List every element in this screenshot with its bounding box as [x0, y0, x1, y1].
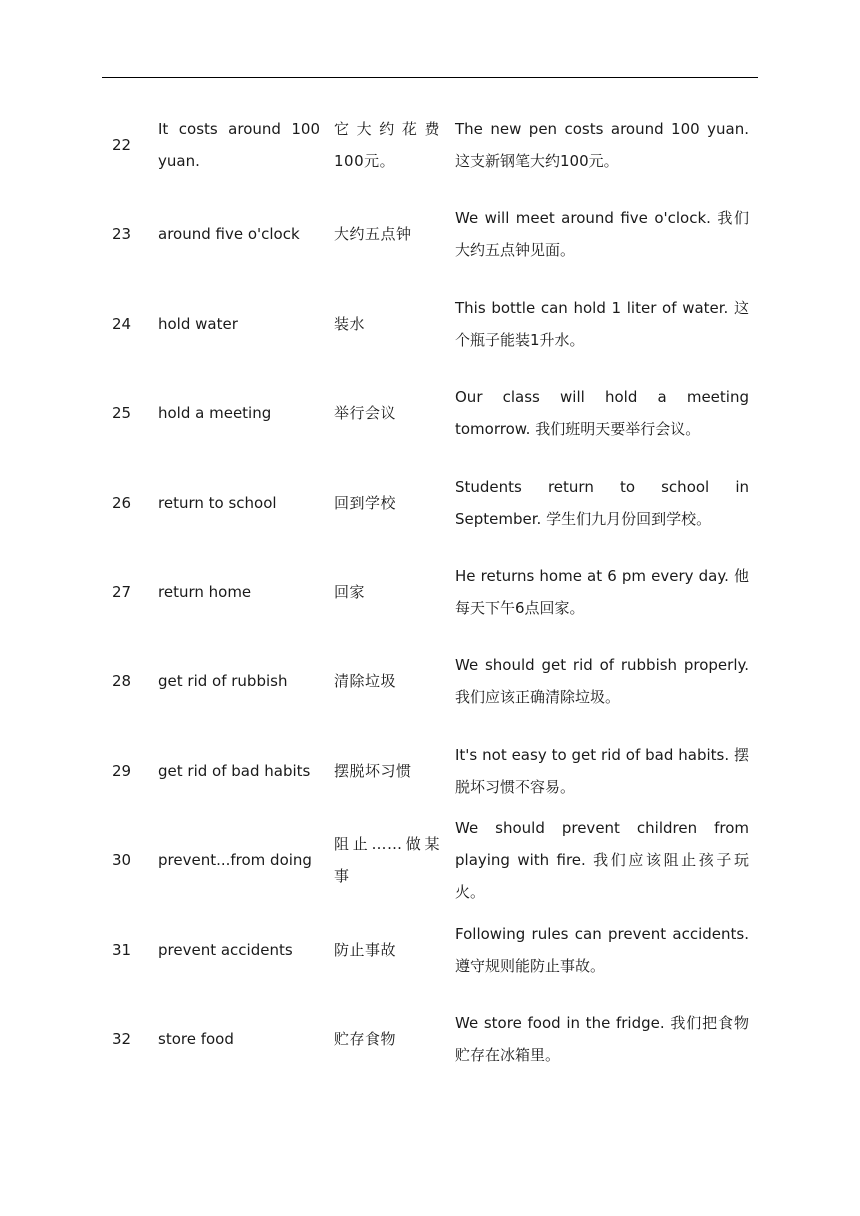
phrase-cell: hold water: [158, 314, 238, 333]
table-row: [102, 915, 758, 1004]
chinese-meaning-cell: 装水: [334, 314, 366, 333]
phrase-cell: get rid of rubbish: [158, 672, 288, 691]
chinese-meaning-cell: 贮存食物: [334, 1029, 397, 1048]
chinese-meaning-cell: 清除垃圾: [334, 672, 397, 691]
chinese-meaning-cell: 大约五点钟: [334, 225, 412, 244]
table-row: [102, 468, 758, 557]
row-number: 29: [112, 761, 132, 780]
phrase-cell: around five o'clock: [158, 225, 300, 244]
row-number: 27: [112, 582, 132, 601]
phrase-cell: store food: [158, 1029, 234, 1048]
vocabulary-table: [102, 110, 758, 1093]
row-number: 32: [112, 1029, 132, 1048]
phrase-cell: return to school: [158, 493, 277, 512]
example-sentence-cell: We should get rid of rubbish properly. 我们应该正确清除垃圾。: [455, 656, 749, 707]
row-number: 23: [112, 225, 132, 244]
example-sentence-cell: The new pen costs around 100 yuan. 这支新钢笔大约100元。: [455, 120, 749, 170]
example-sentence-cell: Following rules can prevent accidents. 遵守规则能防止事故。: [455, 924, 749, 975]
row-number: 26: [112, 493, 132, 512]
chinese-meaning-cell: 它大约花费100元。: [334, 120, 440, 170]
table-row: [102, 557, 758, 646]
chinese-meaning-cell: 摆脱坏习惯: [334, 761, 412, 780]
phrase-cell: It costs around 100 yuan.: [158, 120, 320, 170]
chinese-meaning-cell: 阻止……做某事: [334, 835, 440, 886]
chinese-meaning-cell: 防止事故: [334, 940, 397, 959]
phrase-cell: prevent...from doing: [158, 851, 312, 870]
chinese-meaning-cell: 回家: [334, 582, 366, 601]
example-sentence-cell: We store food in the fridge. 我们把食物贮存在冰箱里。: [455, 1013, 749, 1064]
table-row: [102, 819, 758, 914]
example-sentence-cell: He returns home at 6 pm every day. 他每天下午6点回家。: [455, 566, 749, 617]
phrase-cell: prevent accidents: [158, 940, 293, 959]
phrase-cell: get rid of bad habits: [158, 761, 311, 780]
table-row: [102, 289, 758, 378]
table-row: [102, 110, 758, 199]
table-row: [102, 199, 758, 288]
example-sentence-cell: Our class will hold a meeting tomorrow. 我们班明天要举行会议。: [455, 388, 749, 439]
row-number: 25: [112, 404, 132, 423]
phrase-cell: hold a meeting: [158, 404, 272, 423]
table-row: [102, 1004, 758, 1093]
example-sentence-cell: This bottle can hold 1 liter of water. 这个瓶子能装1升水。: [455, 298, 749, 349]
phrase-cell: return home: [158, 582, 252, 601]
header-rule: [102, 77, 758, 78]
example-sentence-cell: We will meet around five o'clock. 我们大约五点钟见面。: [455, 209, 749, 260]
example-sentence-cell: We should prevent children from playing with fire. 我们应该阻止孩子玩火。: [455, 819, 749, 902]
table-row: [102, 378, 758, 467]
row-number: 31: [112, 940, 132, 959]
row-number: 30: [112, 851, 132, 870]
chinese-meaning-cell: 举行会议: [334, 404, 397, 423]
chinese-meaning-cell: 回到学校: [334, 493, 397, 512]
example-sentence-cell: It's not easy to get rid of bad habits. 摆脱坏习惯不容易。: [455, 745, 749, 796]
row-number: 24: [112, 314, 132, 333]
example-sentence-cell: Students return to school in September. 学生们九月份回到学校。: [455, 477, 749, 528]
table-row: [102, 646, 758, 735]
row-number: 28: [112, 672, 132, 691]
row-number: 22: [112, 136, 132, 154]
